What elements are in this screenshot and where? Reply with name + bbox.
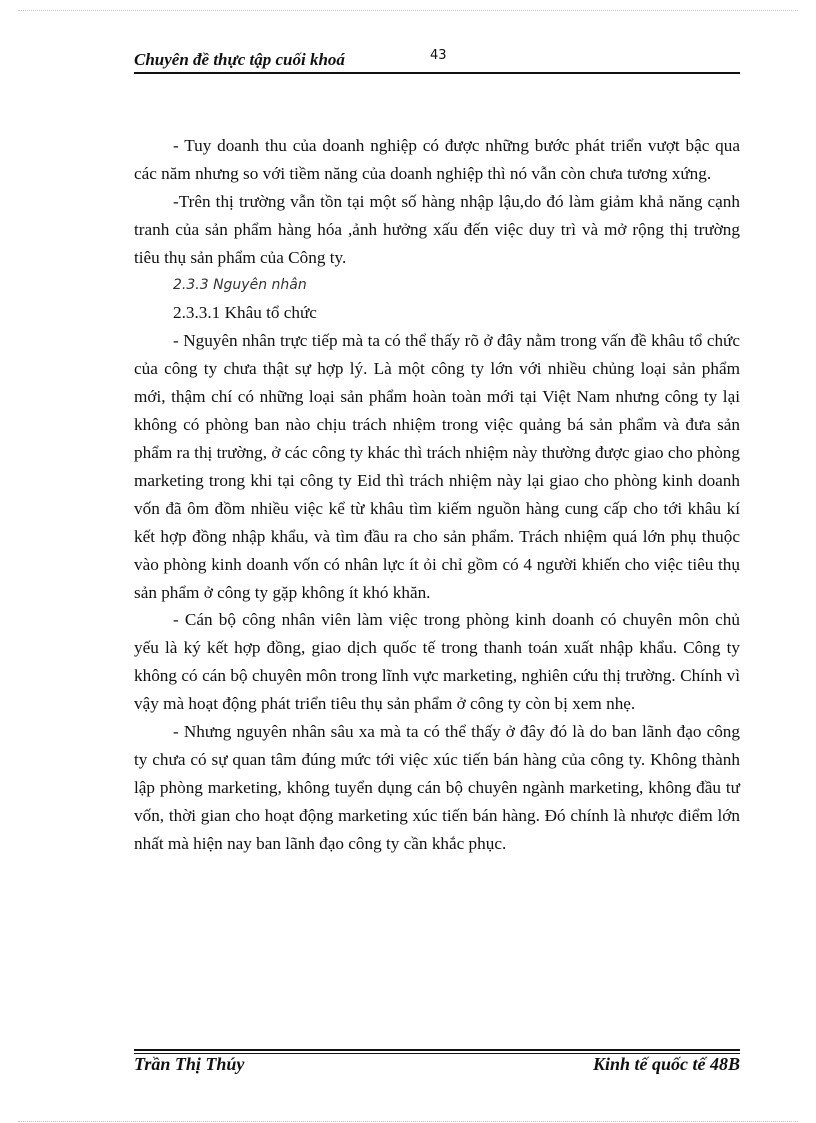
paragraph: -Trên thị trường vẫn tồn tại một số hàng nhập lậu,do đó làm giảm khả năng cạnh tranh của sản phẩm hàng hóa ,ảnh hưởng xấu đến việc duy trì và mở rộng thị trường tiêu thụ sản phẩm của Công ty. [134, 191, 740, 267]
footer-class: Kinh tế quốc tế 48B [592, 1054, 740, 1074]
page-footer [134, 1054, 740, 1078]
paragraph: - Cán bộ công nhân viên làm việc trong phòng kinh doanh có chuyên môn chủ yếu là ký kết hợp đồng, giao dịch quốc tế trong thanh toán xuất nhập khẩu. Công ty không có cán bộ chuyên môn trong lĩnh vực marketing, nghiên cứu thị trường. Chính vì vậy mà hoạt động phát triển tiêu thụ sản phẩm ở công ty còn bị xem nhẹ. [134, 610, 740, 714]
page-number: 43 [430, 48, 447, 63]
header-title: Chuyên đề thực tập cuối khoá [134, 50, 345, 69]
paragraph: - Tuy doanh thu của doanh nghiệp có được những bước phát triển vượt bậc qua các năm nhưng so với tiềm năng của doanh nghiệp thì nó vẫn còn chưa tương xứng. [134, 136, 740, 183]
header-rule [134, 72, 740, 74]
page-header [134, 50, 740, 72]
subsection-heading: 2.3.3.1 Khâu tổ chức [173, 303, 317, 323]
section-heading: 2.3.3 Nguyên nhân [173, 276, 307, 293]
document-body [134, 132, 740, 858]
paragraph: - Nhưng nguyên nhân sâu xa mà ta có thể thấy ở đây đó là do ban lãnh đạo công ty chưa có sự quan tâm đúng mức tới việc xúc tiến bán hàng của công ty. Không thành lập phòng marketing, không tuyển dụng cán bộ chuyên ngành marketing, không đầu tư vốn, thời gian cho hoạt động marketing xúc tiến bán hàng. Đó chính là nhược điểm lớn nhất mà hiện nay ban lãnh đạo công ty cần khắc phục. [134, 722, 740, 853]
footer-author: Trần Thị Thúy [134, 1054, 245, 1074]
footer-rule [134, 1049, 740, 1051]
paragraph: - Nguyên nhân trực tiếp mà ta có thể thấy rõ ở đây nằm trong vấn đề khâu tổ chức của công ty chưa thật sự hợp lý. Là một công ty lớn với nhiều chủng loại sản phẩm mới, thậm chí có những loại sản phẩm hoàn toàn mới tại Việt Nam nhưng công ty lại không có phòng ban nào chịu trách nhiệm trong việc quảng bá sản phẩm và đưa sản phẩm ra thị trường, ở các công ty khác thì trách nhiệm này thường được giao cho phòng marketing trong khi tại công ty Eid thì trách nhiệm này lại giao cho phòng kinh doanh vốn đã ôm đồm nhiều việc kể từ khâu tìm kiếm nguồn hàng cung cấp cho tới khâu kí kết hợp đồng nhập khẩu, và tìm đầu ra cho sản phẩm. Trách nhiệm quá lớn phụ thuộc vào phòng kinh doanh vốn có nhân lực ít ỏi chỉ gồm có 4 người khiến cho việc tiêu thụ sản phẩm ở công ty gặp không ít khó khăn. [134, 331, 740, 602]
